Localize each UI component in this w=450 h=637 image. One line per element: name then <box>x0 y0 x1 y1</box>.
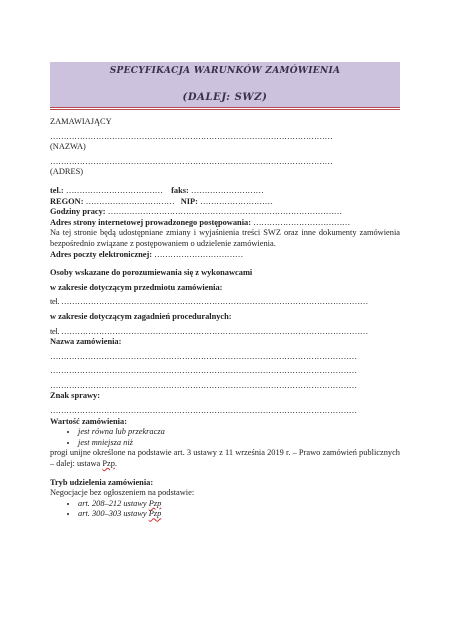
zamawiajacy-name-caption: (NAZWA) <box>50 142 86 152</box>
tel-faks-row <box>50 186 400 197</box>
tryb-item-1-text: art. 208–212 ustawy <box>78 498 149 508</box>
adres-strony-note: Na tej stronie będą udostępniane zmiany i wyjaśnienia treści SWZ oraz inne dokumenty zamówienia bezpośrednio związane z postępowaniem o udzielenie zamówienia. <box>50 228 400 248</box>
nazwa-zamowienia-line-2: …………………………………………………………………………………………………… <box>50 366 357 376</box>
przedmiot-tel: tel. …………………………………………………………………………………………………… <box>50 297 368 307</box>
document-title: SPECYFIKACJA WARUNKÓW ZAMÓWIENIA <box>109 66 341 76</box>
godziny-value: …………………………………………………………………………… <box>107 207 342 217</box>
regon-nip-row <box>50 197 400 208</box>
zamawiajacy-address-dots: …………………………………………………………………………………………… <box>50 156 333 166</box>
adres-strony-label: Adres strony internetowej prowadzonego postępowania: <box>50 217 251 227</box>
procedury-tel: tel. …………………………………………………………………………………………………… <box>50 326 368 336</box>
zamawiajacy-name-dots: …………………………………………………………………………………………… <box>50 131 333 141</box>
document-subtitle: (DALEJ: SWZ) <box>182 92 268 103</box>
wartosc-list <box>50 427 400 448</box>
tryb-item-1-pzp: Pzp <box>148 498 162 508</box>
tryb-list <box>50 499 400 520</box>
zamawiajacy-label: ZAMAWIAJĄCY <box>50 117 112 126</box>
regon-label: REGON: <box>50 196 84 206</box>
wartosc-option-1: • jest równa lub przekracza <box>78 427 400 438</box>
nazwa-zamowienia-line-3: …………………………………………………………………………………………………… <box>50 380 357 390</box>
poczta-row <box>50 250 400 261</box>
nazwa-zamowienia-line-1: …………………………………………………………………………………………………… <box>50 351 357 361</box>
godziny-row <box>50 207 400 218</box>
adres-strony-value: ……………………………… <box>253 217 350 227</box>
wartosc-option-2: • jest mniejsza niż <box>78 438 400 449</box>
nip-value: ……………………… <box>200 196 273 206</box>
znak-sprawy-label: Znak sprawy: <box>50 391 101 401</box>
faks-value: ……………………… <box>190 185 264 195</box>
wartosc-text-main: progi unijne określone na podstawie art. 3 ustawy z 11 września 2019 r. – Prawo zamówień publicznych – dalej: ustawa <box>50 448 400 469</box>
wartosc-text-end: . <box>114 459 117 469</box>
tryb-item-1 <box>78 499 400 510</box>
tryb-item-2 <box>78 509 400 520</box>
document-body <box>50 117 400 520</box>
osoby-heading: Osoby wskazane do porozumiewania się z wykonawcami <box>50 268 253 278</box>
title-banner <box>50 62 400 107</box>
title-rule-top <box>50 107 400 108</box>
title-rule-bottom <box>50 109 400 110</box>
tryb-label: Tryb udzielenia zamówienia: <box>50 477 154 487</box>
tryb-intro: Negocjacje bez ogłoszeniem na podstawie: <box>50 488 195 498</box>
tel-value: ……………………………… <box>65 185 163 195</box>
znak-sprawy-line: …………………………………………………………………………………………………… <box>50 406 357 416</box>
regon-value: …………………………… <box>85 196 175 206</box>
adres-strony-row <box>50 218 400 229</box>
procedury-label: w zakresie dotyczącym zagadnień proceduralnych: <box>50 311 232 321</box>
tryb-item-2-pzp: Pzp <box>148 509 162 519</box>
poczta-value: …………………………… <box>154 249 243 259</box>
wartosc-pzp: Pzp <box>102 459 115 469</box>
tel-label: tel.: <box>50 185 64 195</box>
faks-label: faks: <box>171 185 189 195</box>
wartosc-label: Wartość zamówienia: <box>50 416 127 426</box>
zamawiajacy-address-caption: (ADRES) <box>50 167 84 177</box>
tryb-item-2-text: art. 300–303 ustawy <box>78 509 149 519</box>
wartosc-text <box>50 448 400 469</box>
poczta-label: Adres poczty elektronicznej: <box>50 249 153 259</box>
przedmiot-label: w zakresie dotyczącym przedmiotu zamówienia: <box>50 282 223 292</box>
godziny-label: Godziny pracy: <box>50 207 106 217</box>
nazwa-zamowienia-label: Nazwa zamówienia: <box>50 337 122 347</box>
nip-label: NIP: <box>180 196 198 206</box>
